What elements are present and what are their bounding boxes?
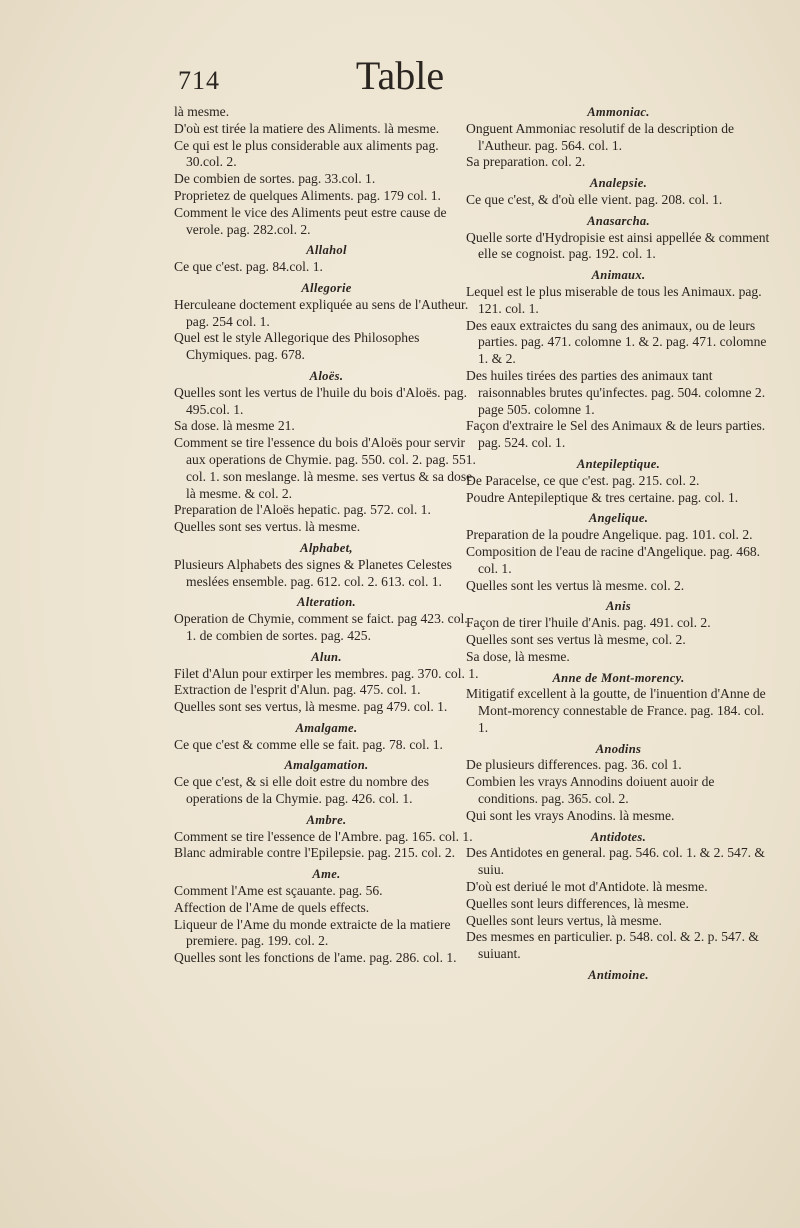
entry-line: Blanc admirable contre l'Epilepsie. pag. 215. col. 2. [174, 845, 456, 861]
entry-line: Sa preparation. col. 2. [466, 154, 586, 170]
entry-heading: Antidotes. [590, 829, 647, 844]
entry-line: Preparation de l'Aloës hepatic. pag. 572. col. 1. [174, 502, 431, 518]
entry-line: Des eaux extraictes du sang des animaux, ou de leurs parties. pag. 471. colomne 1. & 2. pag. 471. colomne 1. & 2. [466, 317, 767, 367]
entry-line: De plusieurs differences. pag. 36. col 1. [466, 757, 682, 773]
entry-line: Des huiles tirées des parties des animaux tant raisonnables brutes qu'infectes. pag. 504. colomne 2. page 505. colomne 1. [466, 367, 766, 417]
entry-line: De combien de sortes. pag. 33.col. 1. [174, 171, 376, 187]
index-entry [174, 280, 479, 364]
index-column-left [174, 104, 479, 967]
index-entry [466, 213, 771, 263]
entry-heading: Anne de Mont-morency. [552, 670, 685, 685]
index-entry [174, 540, 479, 590]
entry-heading: Allahol [306, 243, 347, 258]
entry-line: Comment le vice des Aliments peut estre cause de verole. pag. 282.col. 2. [174, 204, 447, 237]
index-entry [174, 594, 479, 644]
index-entry [466, 267, 771, 452]
entry-line: Façon de tirer l'huile d'Anis. pag. 491. col. 2. [466, 615, 711, 631]
entry-line: Quelle sorte d'Hydropisie est ainsi appellée & comment elle se cognoist. pag. 192. col. 1. [466, 229, 770, 262]
entry-heading: Anis [605, 599, 631, 614]
entry-heading: Allegorie [301, 280, 352, 295]
entry-line: Qui sont les vrays Anodins. là mesme. [466, 807, 675, 823]
entry-line: Preparation de la poudre Angelique. pag. 101. col. 2. [466, 527, 753, 543]
entry-heading: Anodins [595, 741, 642, 756]
index-entry [466, 967, 771, 984]
index-entry [466, 598, 771, 665]
entry-line: Operation de Chymie, comment se faict. pag 423. col. 1. de combien de sortes. pag. 425. [174, 611, 468, 643]
entry-line: Quelles sont les fonctions de l'ame. pag. 286. col. 1. [174, 950, 457, 966]
entry-line: Liqueur de l'Ame du monde extraicte de la matiere premiere. pag. 199. col. 2. [174, 916, 451, 949]
entry-line: Ce que c'est, & si elle doit estre du nombre des operations de la Chymie. pag. 426. col. 1. [174, 774, 430, 807]
entry-line: Affection de l'Ame de quels effects. [174, 899, 370, 915]
entry-line: De Paracelse, ce que c'est. pag. 215. col. 2. [466, 472, 700, 488]
index-entry [174, 720, 479, 754]
entry-line: Quelles sont leurs vertus, là mesme. [466, 912, 662, 928]
entry-line: Façon d'extraire le Sel des Animaux & de leurs parties. pag. 524. col. 1. [466, 418, 766, 451]
entry-line: Lequel est le plus miserable de tous les Animaux. pag. 121. col. 1. [466, 283, 762, 316]
entry-line: Plusieurs Alphabets des signes & Planetes Celestes meslées ensemble. pag. 612. col. 2. 613. col. 1. [174, 556, 452, 589]
index-entry [466, 670, 771, 737]
entry-line: Comment se tire l'essence de l'Ambre. pag. 165. col. 1. [174, 828, 473, 844]
entry-heading: Alun. [311, 649, 342, 664]
entry-line: Quel est le style Allegorique des Philosophes Chymiques. pag. 678. [174, 330, 420, 363]
index-entry [174, 812, 479, 862]
index-entry [174, 649, 479, 716]
index-column-right [466, 104, 771, 984]
entry-heading: Ammoniac. [587, 105, 650, 119]
entry-line: Filet d'Alun pour extirper les membres. pag. 370. col. 1. [174, 665, 479, 681]
entry-line: Extraction de l'esprit d'Alun. pag. 475. col. 1. [174, 682, 421, 698]
entry-heading: Analepsie. [589, 176, 648, 191]
entry-line: Quelles sont ses vertus. là mesme. [174, 519, 361, 535]
entry-heading: Antimoine. [588, 968, 649, 983]
entry-line: Ce que c'est & comme elle se fait. pag. 78. col. 1. [174, 736, 443, 752]
index-entry [466, 175, 771, 209]
entry-line: là mesme. [174, 104, 230, 119]
entry-line: Quelles sont ses vertus, là mesme. pag 479. col. 1. [174, 699, 448, 715]
page-title: Table [355, 53, 445, 98]
entry-heading: Aloës. [309, 368, 344, 383]
entry-heading: Ame. [312, 867, 341, 882]
entry-line: D'où est deriué le mot d'Antidote. là mesme. [466, 879, 708, 895]
entry-heading: Angelique. [588, 511, 649, 526]
index-entry [466, 104, 771, 171]
entry-line: Composition de l'eau de racine d'Angelique. pag. 468. col. 1. [466, 543, 761, 576]
entry-line: Onguent Ammoniac resolutif de la description de l'Autheur. pag. 564. col. 1. [466, 120, 735, 153]
entry-line: Comment se tire l'essence du bois d'Aloës pour servir aux operations de Chymie. pag. 550. col. 2. pag. 551. col. 1. son meslange. là mesme. ses vertus & sa dose là mesme. & col. 2. [174, 435, 476, 501]
entry-heading: Alteration. [297, 595, 356, 610]
entry-line: Poudre Antepileptique & tres certaine. pag. col. 1. [466, 489, 739, 505]
entry-line: Sa dose. là mesme 21. [174, 418, 295, 434]
entry-line: Combien les vrays Annodins doiuent auoir de conditions. pag. 365. col. 2. [466, 774, 715, 807]
entry-line: Des Antidotes en general. pag. 546. col. 1. & 2. 547. & suiu. [466, 845, 766, 878]
index-entry [466, 510, 771, 594]
entry-line: Quelles sont leurs differences, là mesme. [466, 895, 689, 911]
index-entry [174, 757, 479, 807]
entry-heading: Anasarcha. [587, 213, 650, 228]
entry-line: Ce qui est le plus considerable aux aliments pag. 30.col. 2. [174, 137, 439, 170]
entry-line: Herculeane doctement expliquée au sens de l'Autheur. pag. 254 col. 1. [174, 296, 469, 329]
entry-heading: Animaux. [591, 268, 646, 283]
index-entry [174, 866, 479, 967]
index-entry [466, 829, 771, 963]
index-entry [174, 104, 479, 238]
index-entry [174, 242, 479, 276]
page-number: 714 [178, 66, 220, 95]
entry-line: Sa dose, là mesme. [466, 648, 570, 664]
entry-heading: Antepileptique. [576, 456, 661, 471]
entry-line: Des mesmes en particulier. p. 548. col. & 2. p. 547. & suiuant. [466, 929, 759, 962]
page-header [0, 52, 800, 102]
entry-line: Quelles sont ses vertus là mesme, col. 2. [466, 631, 686, 647]
entry-line: Quelles sont les vertus là mesme. col. 2. [466, 577, 685, 593]
entry-line: Comment l'Ame est sçauante. pag. 56. [174, 883, 383, 899]
index-entry [466, 456, 771, 506]
entry-heading: Amalgame. [295, 720, 358, 735]
index-entry [466, 741, 771, 825]
entry-heading: Alphabet, [300, 540, 353, 555]
entry-heading: Ambre. [306, 812, 347, 827]
entry-line: Ce que c'est. pag. 84.col. 1. [174, 259, 323, 275]
entry-line: Ce que c'est, & d'où elle vient. pag. 208. col. 1. [466, 191, 723, 207]
index-entry [174, 368, 479, 536]
entry-line: Proprietez de quelques Aliments. pag. 179 col. 1. [174, 187, 441, 203]
entry-line: Quelles sont les vertus de l'huile du bois d'Aloës. pag. 495.col. 1. [174, 384, 467, 417]
entry-line: Mitigatif excellent à la goutte, de l'inuention d'Anne de Mont-morency connestable de France. pag. 184. col. 1. [466, 686, 766, 735]
entry-line: D'où est tirée la matiere des Aliments. là mesme. [174, 120, 440, 136]
entry-heading: Amalgamation. [284, 758, 369, 773]
